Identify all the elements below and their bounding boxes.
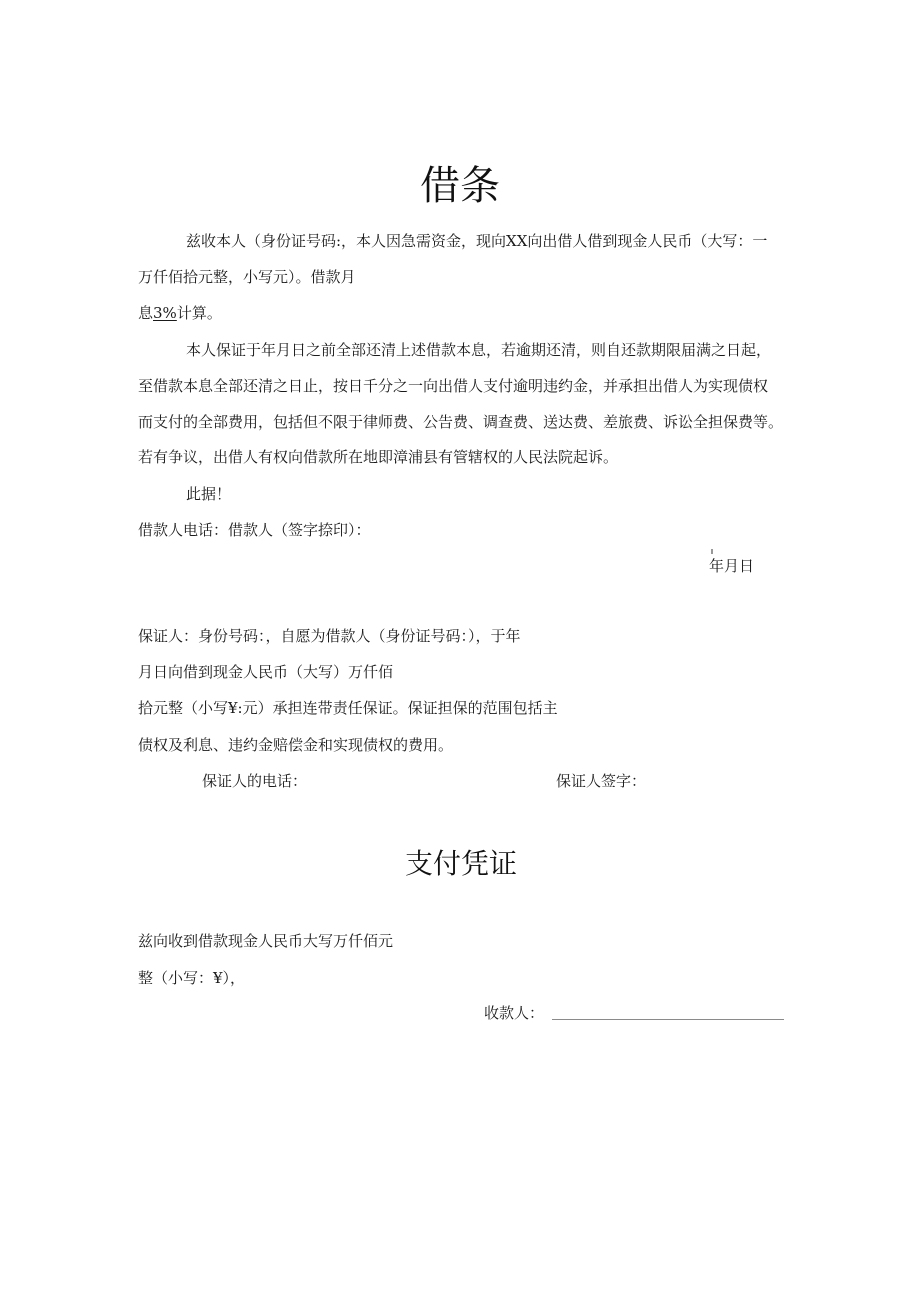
paragraph-1-line-1: 兹收本人（身份证号码:，本人因急需资金，现向XX向出借人借到现金人民币（大写：一 [186,232,768,250]
loan-date: 年月日 [709,557,755,575]
closing-text: 此据！ [186,485,232,503]
guarantor-signature-label: 保证人签字： [556,772,647,790]
payment-voucher-title: 支付凭证 [405,847,518,880]
guarantor-phone-label: 保证人的电话： [202,772,308,790]
small-tick-mark [711,549,713,554]
paragraph-1-line-2: 万仟佰拾元整，小写元）。借款月 [138,268,356,286]
guarantee-line-3: 拾元整（小写¥:元）承担连带责任保证。保证担保的范围包括主 [138,699,558,717]
payee-signature-line [552,1019,784,1020]
interest-suffix: 计算。 [176,304,222,322]
interest-rate: 3% [153,304,177,322]
paragraph-2-line-4: 若有争议，出借人有权向借款所在地即漳浦县有管辖权的人民法院起诉。 [138,448,619,466]
paragraph-2-line-1: 本人保证于年月日之前全部还清上述借款本息，若逾期还清，则自还款期限届满之日起， [186,341,772,359]
guarantee-line-1: 保证人：身份号码：，自愿为借款人（身份证号码：），于年 [138,627,521,645]
voucher-line-1: 兹向收到借款现金人民币大写万仟佰元 [138,932,394,950]
borrower-signature-line: 借款人电话：借款人（签字捺印）： [138,521,371,539]
guarantee-line-2: 月日向借到现金人民币（大写）万仟佰 [138,663,394,681]
interest-line [138,303,222,323]
guarantee-line-4: 债权及利息、违约金赔偿金和实现债权的费用。 [138,736,454,754]
paragraph-2-line-2: 至借款本息全部还清之日止，按日千分之一向出借人支付逾明违约金，并承担出借人为实现债权 [138,377,769,395]
loan-note-title: 借条 [420,163,500,209]
payee-label: 收款人： [484,1004,545,1022]
paragraph-2-line-3: 而支付的全部费用，包括但不限于律师费、公告费、调查费、送达费、差旅费、诉讼全担保费等。 [138,413,784,431]
voucher-line-2: 整（小写：¥）， [138,969,246,987]
interest-prefix: 息 [138,304,154,322]
